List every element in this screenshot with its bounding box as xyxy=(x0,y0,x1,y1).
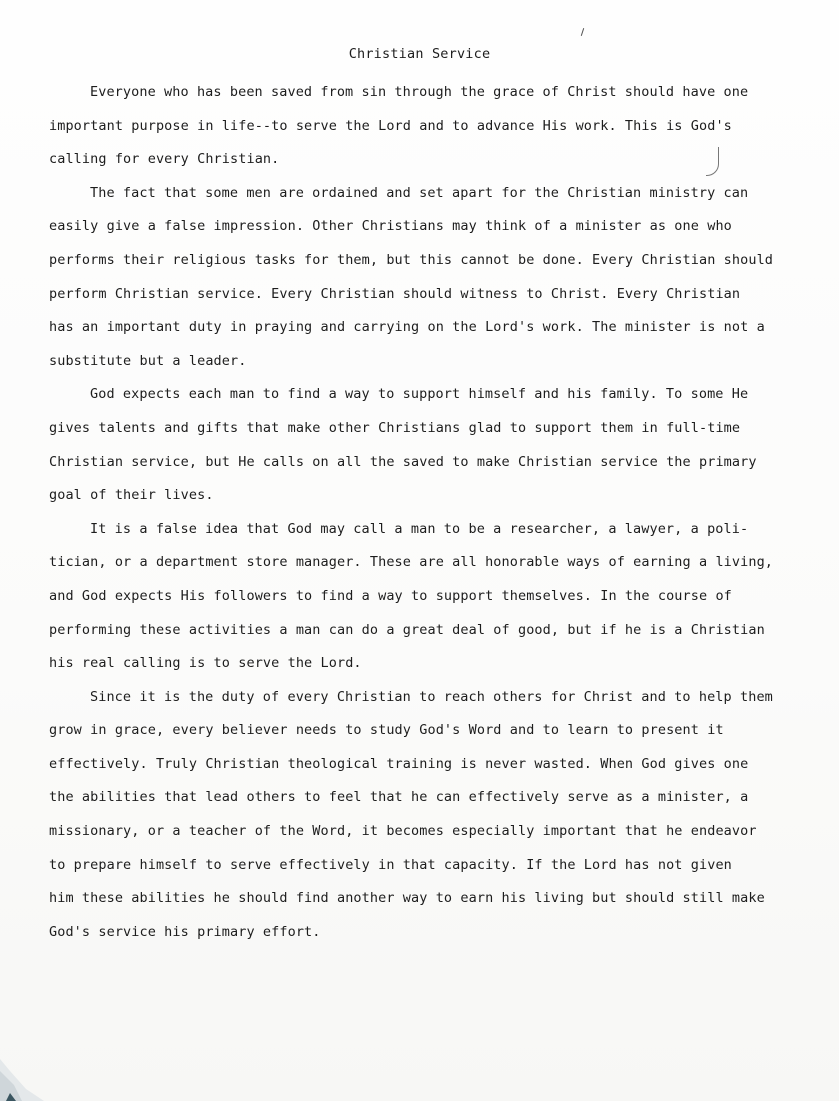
page-corner-wear xyxy=(0,1041,70,1101)
paragraph-4: It is a false idea that God may call a man to be a researcher, a lawyer, a poli- tician, or a department store manager. These are all honorable ways of earning a living, and God expects His followers to find a way to support themselves. In the course of performing these activities a man can do a great deal of good, but if he is a Christian his real calling is to serve the Lord. xyxy=(49,520,774,672)
paragraph-1: Everyone who has been saved from sin through the grace of Christ should have one important purpose in life--to serve the Lord and to advance His work. This is God's calling for every Christian. xyxy=(49,84,749,168)
stray-mark xyxy=(581,28,584,36)
page-title: Christian Service xyxy=(348,46,491,62)
paragraph-5: Since it is the duty of every Christian to reach others for Christ and to help them grow in grace, every believer needs to study God's Word and to learn to present it effectively. Truly Christian theological training is never wasted. When God gives one the abilities that lead others to feel that he can effectively serve as a minister, a missionary, or a teacher of the Word, it becomes especially important that he endeavor to prepare himself to serve effectively in that capacity. If the Lord has not given him these abilities he should find another way to earn his living but should still make God's service his primary effort. xyxy=(49,688,773,940)
paragraph-3: God expects each man to find a way to support himself and his family. To some He gives talents and gifts that make other Christians glad to support them in full-time Christian service, but He calls on all the saved to make Christian service the primary goal of their lives. xyxy=(49,386,757,504)
document-body xyxy=(49,76,809,949)
paragraph-2: The fact that some men are ordained and set apart for the Christian ministry can easily give a false impression. Other Christians may think of a minister as one who performs their religious tasks for them, but this cannot be done. Every Christian should perform Christian service. Every Christian should witness to Christ. Every Christian has an important duty in praying and carrying on the Lord's work. The minister is not a substitute but a leader. xyxy=(49,184,774,369)
